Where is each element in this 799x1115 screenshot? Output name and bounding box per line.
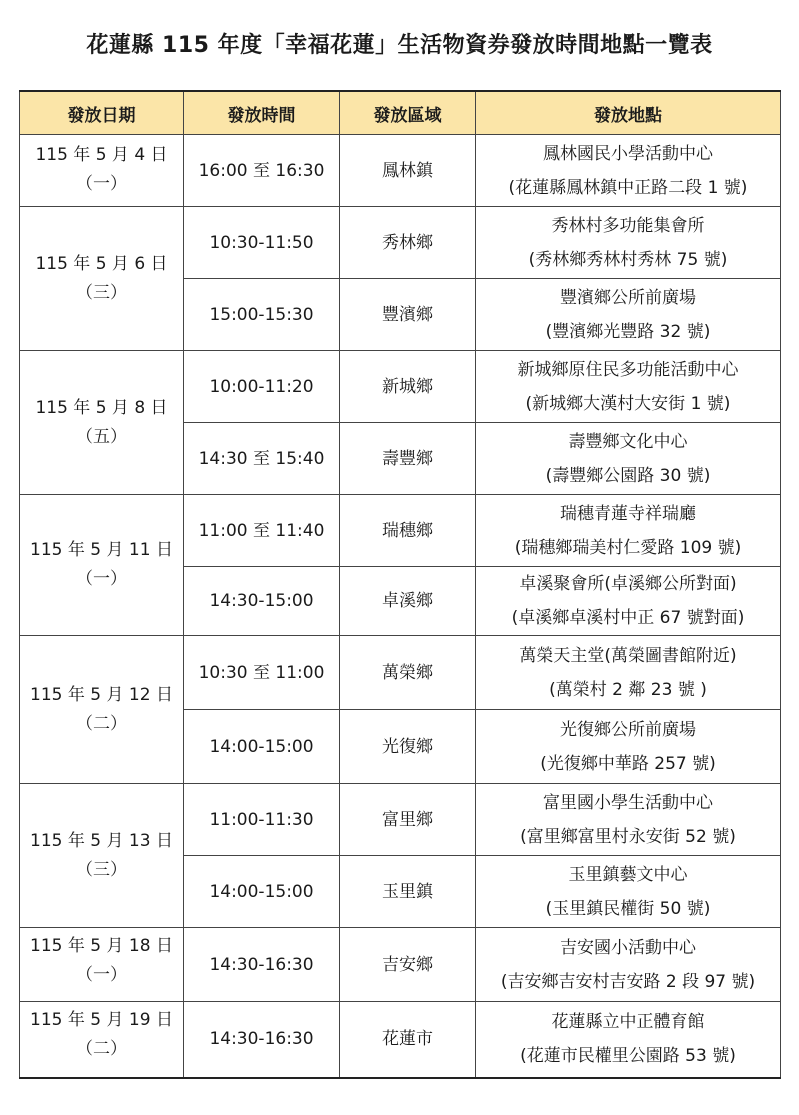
date-text: 115 年 5 月 8 日	[35, 397, 168, 418]
place-cell	[476, 710, 781, 784]
place-name: 豐濱鄉公所前廣場	[560, 287, 696, 308]
place-cell	[476, 1002, 781, 1078]
area-cell: 壽豐鄉	[340, 423, 476, 495]
area-cell: 吉安鄉	[340, 928, 476, 1002]
place-address: (萬榮村 2 鄰 23 號 )	[549, 679, 707, 700]
weekday-text: （五）	[76, 426, 127, 447]
place-name: 萬榮天主堂(萬榮圖書館附近)	[519, 645, 737, 666]
place-name: 瑞穗青蓮寺祥瑞廳	[560, 503, 696, 524]
header-area: 發放區域	[340, 91, 476, 135]
place-cell	[476, 207, 781, 279]
area-cell: 卓溪鄉	[340, 567, 476, 636]
date-cell	[20, 351, 184, 495]
area-cell: 鳳林鎮	[340, 135, 476, 207]
date-text: 115 年 5 月 4 日	[35, 145, 168, 165]
date-text: 115 年 5 月 12 日	[30, 684, 173, 705]
time-cell: 15:00-15:30	[184, 279, 340, 351]
table-row	[20, 636, 781, 710]
time-cell: 10:00-11:20	[184, 351, 340, 423]
place-name: 卓溪聚會所(卓溪鄉公所對面)	[519, 574, 737, 594]
place-cell	[476, 784, 781, 856]
place-address: (豐濱鄉光豐路 32 號)	[545, 321, 711, 342]
date-cell	[20, 928, 184, 1002]
date-cell	[20, 135, 184, 207]
time-cell: 14:30-15:00	[184, 567, 340, 636]
place-name: 鳳林國民小學活動中心	[543, 143, 713, 164]
date-text: 115 年 5 月 6 日	[35, 253, 168, 274]
weekday-text: （三）	[76, 859, 127, 880]
date-cell	[20, 636, 184, 784]
place-cell	[476, 567, 781, 636]
table-header-row	[20, 91, 781, 135]
time-cell: 14:30 至 15:40	[184, 423, 340, 495]
place-name: 光復鄉公所前廣場	[560, 719, 696, 740]
place-cell	[476, 279, 781, 351]
schedule-table	[19, 90, 781, 1079]
area-cell: 花蓮市	[340, 1002, 476, 1078]
place-name: 玉里鎮藝文中心	[568, 864, 688, 885]
table-row	[20, 351, 781, 423]
place-address: (瑞穗鄉瑞美村仁愛路 109 號)	[514, 537, 742, 558]
place-name: 秀林村多功能集會所	[551, 215, 705, 236]
weekday-text: （一）	[76, 965, 127, 985]
place-address: (壽豐鄉公園路 30 號)	[545, 465, 711, 486]
place-cell	[476, 423, 781, 495]
weekday-text: （一）	[76, 174, 127, 194]
area-cell: 秀林鄉	[340, 207, 476, 279]
header-time: 發放時間	[184, 91, 340, 135]
page-title: 花蓮縣 115 年度「幸福花蓮」生活物資券發放時間地點一覽表	[86, 33, 713, 58]
weekday-text: （二）	[76, 713, 127, 734]
place-name: 新城鄉原住民多功能活動中心	[517, 359, 739, 380]
weekday-text: （二）	[76, 1039, 127, 1059]
date-cell	[20, 1002, 184, 1078]
weekday-text: （一）	[76, 569, 127, 589]
time-cell: 14:00-15:00	[184, 710, 340, 784]
date-cell	[20, 784, 184, 928]
header-date: 發放日期	[20, 91, 184, 135]
area-cell: 光復鄉	[340, 710, 476, 784]
date-cell	[20, 495, 184, 636]
place-cell	[476, 351, 781, 423]
table-row	[20, 1002, 781, 1078]
time-cell: 14:00-15:00	[184, 856, 340, 928]
table-row	[20, 135, 781, 207]
date-text: 115 年 5 月 11 日	[30, 540, 173, 560]
time-cell: 14:30-16:30	[184, 928, 340, 1002]
time-cell: 10:30-11:50	[184, 207, 340, 279]
place-cell	[476, 495, 781, 567]
time-cell: 10:30 至 11:00	[184, 636, 340, 710]
table-row	[20, 784, 781, 856]
date-text: 115 年 5 月 13 日	[30, 830, 173, 851]
table-row	[20, 928, 781, 1002]
place-name: 吉安國小活動中心	[560, 937, 696, 958]
weekday-text: （三）	[76, 282, 127, 303]
table-row	[20, 495, 781, 567]
header-place: 發放地點	[476, 91, 781, 135]
time-cell: 16:00 至 16:30	[184, 135, 340, 207]
table-row	[20, 207, 781, 279]
time-cell: 14:30-16:30	[184, 1002, 340, 1078]
date-cell	[20, 207, 184, 351]
place-address: (秀林鄉秀林村秀林 75 號)	[528, 249, 728, 270]
place-address: (富里鄉富里村永安街 52 號)	[520, 826, 736, 847]
place-address: (光復鄉中華路 257 號)	[540, 753, 716, 774]
place-cell	[476, 636, 781, 710]
place-address: (吉安鄉吉安村吉安路 2 段 97 號)	[500, 971, 756, 992]
place-address: (新城鄉大漢村大安街 1 號)	[525, 393, 731, 414]
place-address: (花蓮市民權里公園路 53 號)	[520, 1046, 736, 1067]
area-cell: 萬榮鄉	[340, 636, 476, 710]
time-cell: 11:00 至 11:40	[184, 495, 340, 567]
place-name: 富里國小學生活動中心	[543, 792, 713, 813]
date-text: 115 年 5 月 19 日	[30, 1010, 173, 1030]
place-cell	[476, 135, 781, 207]
place-address: (花蓮縣鳳林鎮中正路二段 1 號)	[508, 177, 748, 198]
place-cell	[476, 856, 781, 928]
place-address: (卓溪鄉卓溪村中正 67 號對面)	[511, 608, 745, 628]
area-cell: 瑞穗鄉	[340, 495, 476, 567]
place-name: 壽豐鄉文化中心	[568, 431, 688, 452]
place-name: 花蓮縣立中正體育館	[551, 1012, 705, 1033]
area-cell: 新城鄉	[340, 351, 476, 423]
date-text: 115 年 5 月 18 日	[30, 936, 173, 956]
area-cell: 豐濱鄉	[340, 279, 476, 351]
place-cell	[476, 928, 781, 1002]
place-address: (玉里鎮民權街 50 號)	[545, 898, 711, 919]
time-cell: 11:00-11:30	[184, 784, 340, 856]
area-cell: 玉里鎮	[340, 856, 476, 928]
area-cell: 富里鄉	[340, 784, 476, 856]
